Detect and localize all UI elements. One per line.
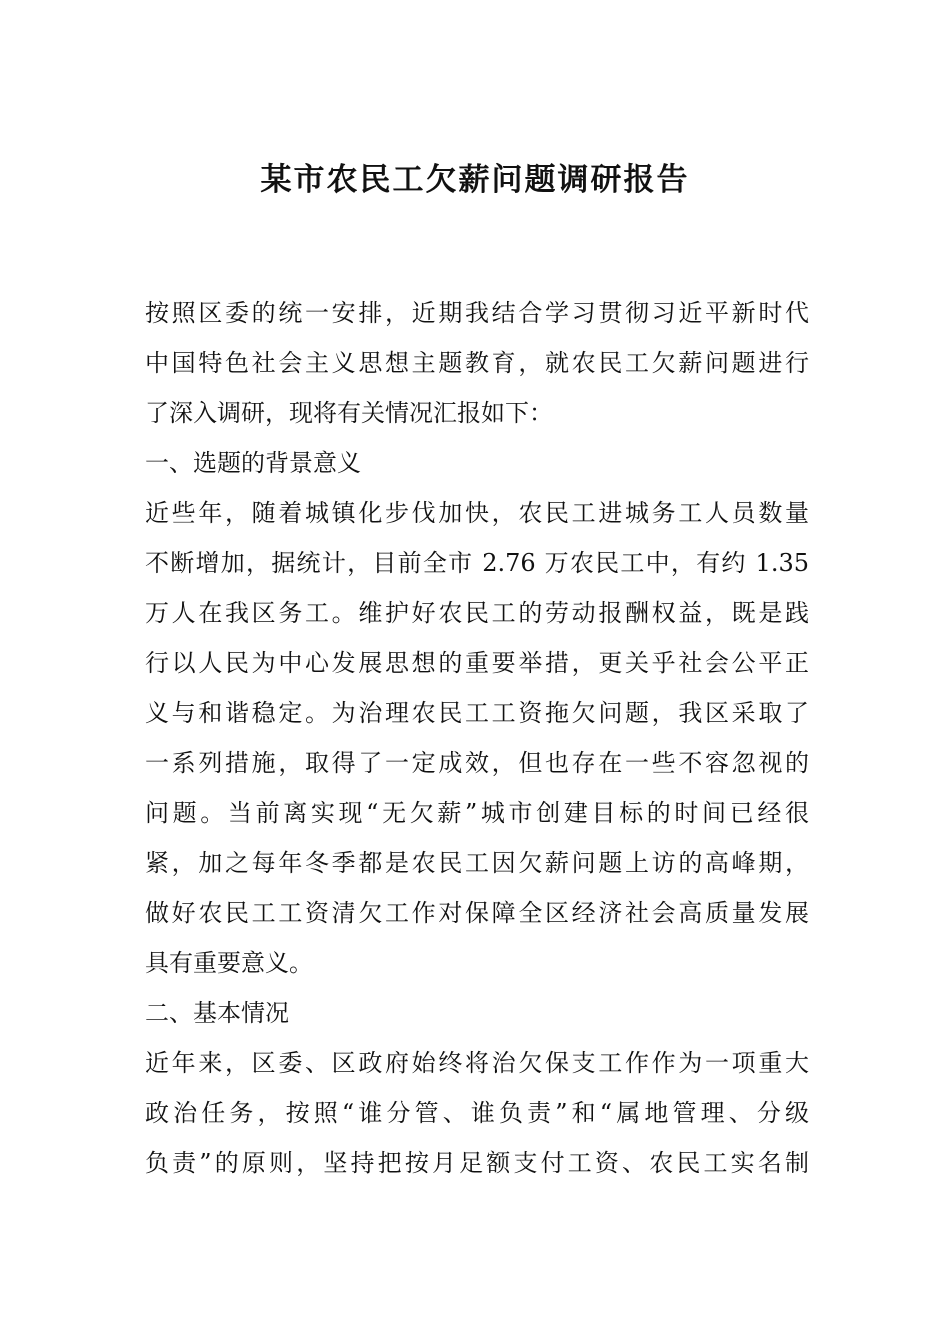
text-line: 具有重要意义。 [145,949,313,977]
text-line: 不断增加，据统计，目前全市 2.76 万农民工中，有约 1.35 [145,549,809,577]
text-line: 做好农民工工资清欠工作对保障全区经济社会高质量发展 [145,899,809,927]
text-line: 近年来，区委、区政府始终将治欠保支工作作为一项重大 [145,1049,809,1077]
section-heading: 二、基本情况 [145,999,289,1027]
text-line: 万人在我区务工。维护好农民工的劳动报酬权益，既是践 [145,599,809,627]
document-body [145,288,809,1188]
document-title: 某市农民工欠薪问题调研报告 [260,162,690,198]
text-line: 了深入调研，现将有关情况汇报如下： [145,399,553,427]
text-line: 行以人民为中心发展思想的重要举措，更关乎社会公平正 [145,649,809,677]
text-line: 问题。当前离实现“无欠薪”城市创建目标的时间已经很 [145,799,809,827]
text-line: 负责”的原则，坚持把按月足额支付工资、农民工实名制 [145,1149,809,1177]
text-line: 义与和谐稳定。为治理农民工工资拖欠问题，我区采取了 [145,699,809,727]
text-line: 按照区委的统一安排，近期我结合学习贯彻习近平新时代 [145,299,809,327]
text-line: 政治任务，按照“谁分管、谁负责”和“属地管理、分级 [145,1099,809,1127]
section-heading: 一、选题的背景意义 [145,449,361,477]
text-line: 近些年，随着城镇化步伐加快，农民工进城务工人员数量 [145,499,809,527]
text-line: 一系列措施，取得了一定成效，但也存在一些不容忽视的 [145,749,809,777]
text-line: 紧，加之每年冬季都是农民工因欠薪问题上访的高峰期， [145,849,809,877]
text-line: 中国特色社会主义思想主题教育，就农民工欠薪问题进行 [145,349,809,377]
